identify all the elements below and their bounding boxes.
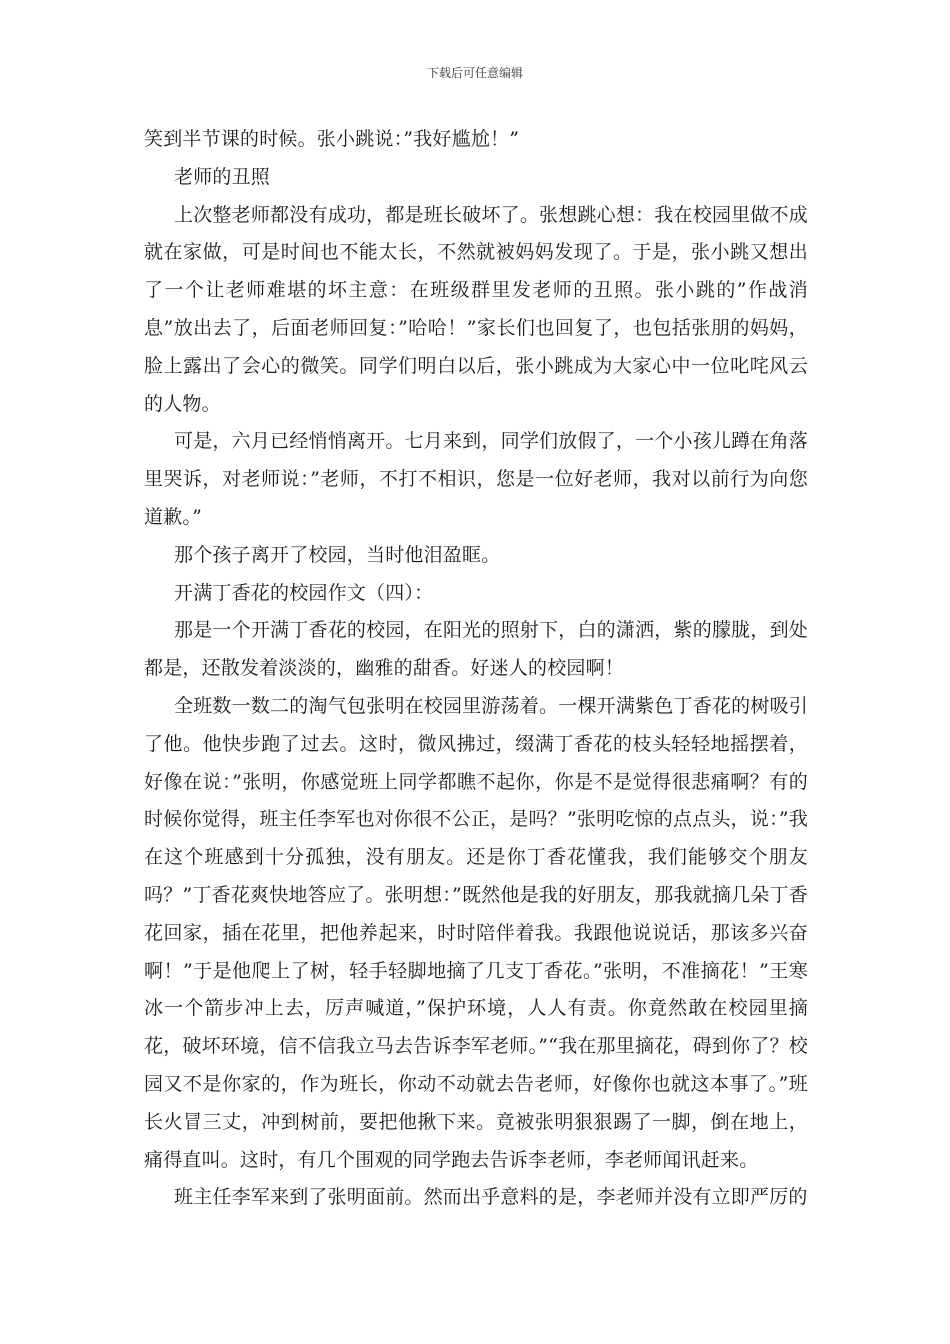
paragraph-3: 上次整老师都没有成功，都是班长破坏了。张想跳心想：我在校园里做不成就在家做，可是时间也不能太长，不然就被妈妈发现了。于是，张小跳又想出了一个让老师难堪的坏主意：在班级群里发老师的丑照。张小跳的”作战消息”放出去了，后面老师回复：”哈哈！”家长们也回复了，也包括张朋的妈妈，脸上露出了会心的微笑。同学们明白以后，张小跳成为大家心中一位叱咤风云的人物。 bbox=[144, 203, 808, 415]
page-header: 下载后可任意编辑 bbox=[426, 66, 523, 80]
paragraph-7: 那是一个开满丁香花的校园，在阳光的照射下，白的潇洒，紫的朦胧，到处都是，还散发着淡淡的，幽雅的甜香。好迷人的校园啊！ bbox=[144, 619, 808, 680]
paragraph-5: 那个孩子离开了校园，当时他泪盈眶。 bbox=[174, 543, 501, 566]
paragraph-1: 笑到半节课的时候。张小跳说：”我好尴尬！” bbox=[144, 128, 520, 150]
paragraph-4: 可是，六月已经悄悄离开。七月来到，同学们放假了，一个小孩儿蹲在角落里哭诉，对老师说：”老师，不打不相识，您是一位好老师，我对以前行为向您道歉。” bbox=[144, 430, 808, 528]
document-body bbox=[144, 121, 808, 1217]
section-title-teacher-photo: 老师的丑照 bbox=[174, 165, 271, 188]
paragraph-8: 全班数一数二的淘气包张明在校园里游荡着。一棵开满紫色丁香花的树吸引了他。他快步跑了过去。这时，微风拂过，缀满丁香花的枝头轻轻地摇摆着，好像在说：”张明，你感觉班上同学都瞧不起你，你是不是觉得很悲痛啊？有的时候你觉得，班主任李军也对你很不公正，是吗？”张明吃惊的点点头，说：”我在这个班感到十分孤独，没有朋友。还是你丁香花懂我，我们能够交个朋友吗？”丁香花爽快地答应了。张明想：”既然他是我的好朋友，那我就摘几朵丁香花回家，插在花里，把他养起来，时时陪伴着我。我跟他说说话，那该多兴奋啊！”于是他爬上了树，轻手轻脚地摘了几支丁香花。”张明，不准摘花！”王寒冰一个箭步冲上去，厉声喊道，”保护环境，人人有责。你竟然敢在校园里摘花，破坏环境，信不信我立马去告诉李军老师。”“我在那里摘花，碍到你了？校园又不是你家的，作为班长，你动不动就去告老师，好像你也就这本事了。”班长火冒三丈，冲到树前，要把他揪下来。竟被张明狠狠踢了一脚，倒在地上，痛得直叫。这时，有几个围观的同学跑去告诉李老师，李老师闻讯赶来。 bbox=[144, 694, 808, 1171]
section-title-lilac-campus: 开满丁香花的校园作文（四）： bbox=[174, 581, 434, 604]
paragraph-9: 班主任李军来到了张明面前。然而出乎意料的是，李老师并没有立即严厉的 bbox=[174, 1186, 808, 1209]
